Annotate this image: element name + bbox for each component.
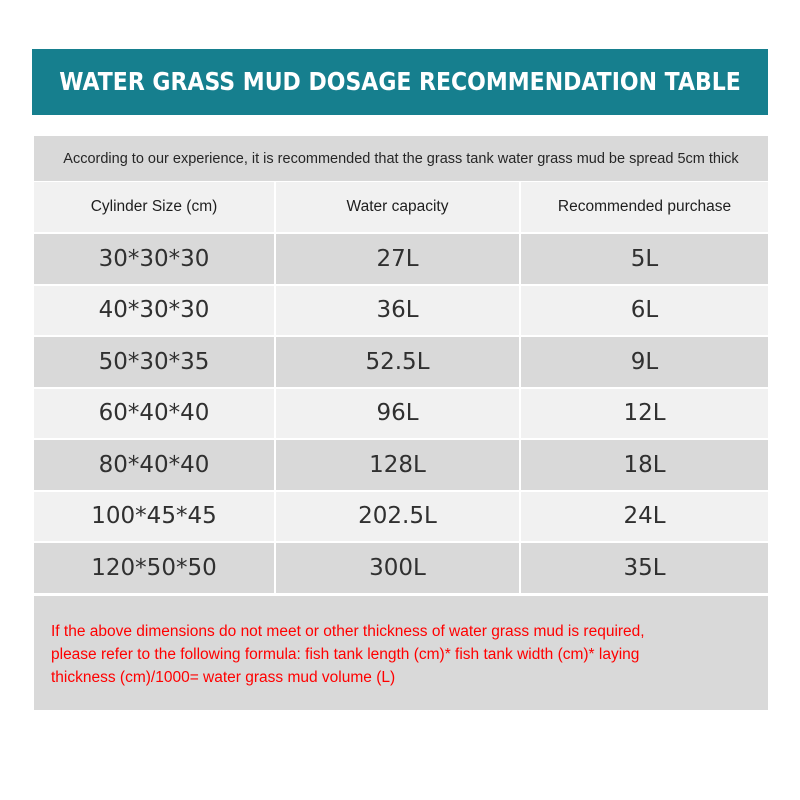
table-cell-size: 50*30*35 xyxy=(34,337,276,389)
table-cell-capacity: 27L xyxy=(276,234,521,286)
table-cell-purchase: 5L xyxy=(521,234,768,286)
recommendation-note: According to our experience, it is recommended that the grass tank water grass mud be spread 5cm thick xyxy=(34,136,768,181)
table-cell-purchase: 12L xyxy=(521,389,768,441)
table-cell-capacity: 96L xyxy=(276,389,521,441)
table-cell-capacity: 36L xyxy=(276,286,521,338)
table-cell-size: 80*40*40 xyxy=(34,440,276,492)
table-cell-capacity: 52.5L xyxy=(276,337,521,389)
table-cell-purchase: 6L xyxy=(521,286,768,338)
table-cell-size: 100*45*45 xyxy=(34,492,276,544)
formula-line: If the above dimensions do not meet or other thickness of water grass mud is required, xyxy=(51,623,645,640)
table-cell-capacity: 202.5L xyxy=(276,492,521,544)
page-title: WATER GRASS MUD DOSAGE RECOMMENDATION TABLE xyxy=(59,67,741,97)
table-cell-capacity: 128L xyxy=(276,440,521,492)
table-cell-size: 30*30*30 xyxy=(34,234,276,286)
table-cell-purchase: 18L xyxy=(521,440,768,492)
table-cell-size: 60*40*40 xyxy=(34,389,276,441)
dosage-table xyxy=(34,182,768,595)
column-header-water-capacity: Water capacity xyxy=(276,182,521,234)
title-banner xyxy=(32,49,768,115)
table-cell-purchase: 24L xyxy=(521,492,768,544)
column-header-recommended-purchase: Recommended purchase xyxy=(521,182,768,234)
table-cell-purchase: 9L xyxy=(521,337,768,389)
column-header-cylinder-size: Cylinder Size (cm) xyxy=(34,182,276,234)
formula-line: please refer to the following formula: fish tank length (cm)* fish tank width (cm)* laying xyxy=(51,646,640,663)
table-cell-purchase: 35L xyxy=(521,543,768,595)
formula-note xyxy=(34,596,768,710)
formula-line: thickness (cm)/1000= water grass mud volume (L) xyxy=(51,669,396,686)
table-cell-size: 40*30*30 xyxy=(34,286,276,338)
table-cell-capacity: 300L xyxy=(276,543,521,595)
table-cell-size: 120*50*50 xyxy=(34,543,276,595)
